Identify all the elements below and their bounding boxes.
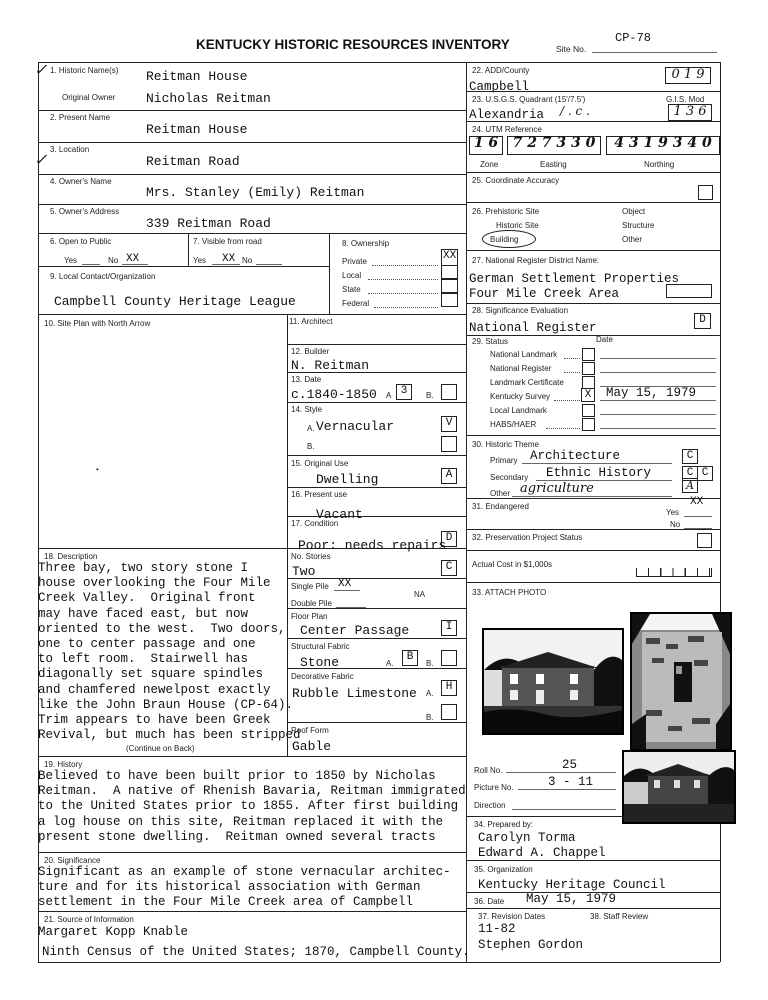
owner-name-value: Mrs. Stanley (Emily) Reitman [146, 185, 365, 200]
utm-easting-label: Easting [540, 160, 567, 169]
rule [287, 608, 466, 609]
significance-eval-box: D [694, 313, 711, 329]
roll-no-label: Roll No. [474, 766, 503, 775]
rule [466, 816, 626, 817]
ownership-local: Local [342, 271, 362, 280]
endangered-yes-line [684, 516, 712, 517]
status-date-line [600, 414, 716, 415]
rule [287, 487, 466, 488]
check-mark-1: ✓ [34, 60, 48, 79]
site-plan-label: 10. Site Plan with North Arrow [44, 319, 151, 328]
floor-plan-label: Floor Plan [291, 612, 328, 621]
rule [329, 233, 330, 314]
historic-site-label: Historic Site [496, 221, 539, 230]
house-photo-3-image [624, 752, 734, 822]
dots [564, 358, 580, 359]
rule [466, 498, 720, 499]
local-contact-value: Campbell County Heritage League [54, 294, 296, 309]
style-a-box: V [441, 416, 457, 432]
open-public-value: XX [126, 253, 140, 265]
stories-box: C [441, 560, 457, 576]
prepared-by-name-2: Edward A. Chappel [478, 846, 606, 860]
style-a-label: A. [307, 424, 315, 433]
open-public-no: No [108, 256, 119, 265]
dots [372, 265, 438, 266]
original-owner-label: Original Owner [62, 93, 116, 102]
rule [466, 860, 720, 861]
picture-no-label: Picture No. [474, 783, 514, 792]
coordinate-accuracy-box [698, 185, 713, 200]
status-box-2 [582, 362, 595, 375]
builder-value: N. Reitman [291, 358, 370, 373]
site-no-value: CP-78 [615, 31, 652, 45]
style-label: 14. Style [291, 405, 323, 414]
rule [38, 962, 720, 963]
original-owner-value: Nicholas Reitman [146, 91, 271, 106]
endangered-value: XX [690, 496, 704, 508]
rule [38, 204, 466, 205]
secondary-box-2: C [697, 466, 713, 481]
direction-label: Direction [474, 801, 506, 810]
rule [466, 335, 720, 336]
present-name-label: 2. Present Name [50, 113, 111, 122]
rule [287, 455, 466, 456]
preservation-status-label: 32. Preservation Project Status [472, 533, 583, 542]
structural-b: B. [426, 659, 434, 668]
status-national-register: National Register [490, 364, 552, 373]
rule [287, 402, 466, 403]
check-mark-3: ✓ [34, 150, 48, 169]
builder-label: 12. Builder [291, 347, 330, 356]
structural-label: Structural Fabric [291, 642, 350, 651]
open-public-yes: Yes [64, 256, 78, 265]
utm-northing-label: Northing [644, 160, 675, 169]
ownership-state: State [342, 285, 361, 294]
pile-na: NA [414, 590, 426, 599]
status-date-line [600, 428, 716, 429]
historic-name-label: 1. Historic Name(s) [50, 66, 119, 75]
original-use-label: 15. Original Use [291, 459, 349, 468]
description-text: Three bay, two story stone I house overlooking the Four Mile Creek Valley. Original front may have faced east, but now oriented to the west. Two doors, one to center passage and one to left room. Stairwell has diagonally set square spindles and chamfered newelpost exactly like the John Braun House (CP-64). Trim appears to have been Greek Revival, but much has been stripped [38, 561, 301, 743]
rule [466, 529, 720, 530]
source-line-1: Margaret Kopp Knable [38, 925, 189, 939]
house-photo-1 [482, 628, 624, 735]
form-title: KENTUCKY HISTORIC RESOURCES INVENTORY [196, 37, 510, 52]
roof-form-value: Gable [292, 739, 332, 754]
other-theme-value: agriculture [520, 481, 594, 496]
roll-no-value: 25 [562, 758, 578, 772]
structural-b-box [441, 650, 457, 666]
rule [38, 110, 466, 111]
picture-no-value: 3 - 11 [548, 775, 594, 789]
decorative-a: A. [426, 689, 434, 698]
date-36-value: May 15, 1979 [526, 892, 617, 906]
condition-label: 17. Condition [291, 519, 339, 528]
object-label: Object [622, 207, 646, 216]
visible-road-yes: Yes [193, 256, 207, 265]
house-photo-1-image [484, 630, 622, 733]
rule [466, 303, 720, 304]
history-label: 19. History [44, 760, 83, 769]
continue-on-back: (Continue on Back) [126, 744, 195, 753]
significance-eval-value: National Register [469, 321, 597, 335]
preservation-status-box [697, 533, 712, 548]
ownership-private: Private [342, 257, 367, 266]
endangered-no: No [670, 520, 681, 529]
visible-road-no: No [242, 256, 253, 265]
house-photo-2-image [632, 614, 730, 749]
revision-dates-label: 37. Revision Dates [478, 912, 546, 921]
site-no-label: Site No. [556, 44, 587, 54]
original-use-value: Dwelling [316, 472, 379, 487]
double-pile-line [336, 607, 366, 608]
ownership-local-box [441, 265, 458, 279]
county-label: 22. ADD/County [472, 66, 530, 75]
rule [466, 550, 720, 551]
present-use-label: 16. Present use [291, 490, 348, 499]
date-a-box: 3 [396, 384, 412, 400]
visible-road-label: 7. Visible from road [193, 237, 262, 246]
structural-a: A. [386, 659, 394, 668]
date-a-label: A [386, 391, 392, 400]
dots [564, 372, 580, 373]
single-pile-label: Single Pile [291, 582, 329, 591]
prepared-by-name-1: Carolyn Torma [478, 831, 576, 845]
rule [287, 722, 466, 723]
floor-plan-box: I [441, 620, 457, 636]
dots [374, 307, 438, 308]
dots [546, 428, 580, 429]
coordinate-accuracy-label: 25. Coordinate Accuracy [472, 176, 560, 185]
quadrant-label: 23. U.S.G.S. Quadrant (15'/7.5') [472, 95, 586, 104]
endangered-yes: Yes [666, 508, 680, 517]
rule [38, 174, 466, 175]
district-line-2: Four Mile Creek Area [469, 287, 620, 301]
double-pile-label: Double Pile [291, 599, 332, 608]
ownership-state-box [441, 279, 458, 293]
decorative-b: B. [426, 713, 434, 722]
status-date-line [600, 358, 716, 359]
owner-address-label: 5. Owner's Address [50, 207, 120, 216]
frame-top [38, 62, 720, 63]
quadrant-value: Alexandria [469, 108, 545, 122]
decorative-b-box [441, 704, 457, 720]
other-site-label: Other [622, 235, 643, 244]
status-box-5 [582, 404, 595, 417]
historic-name-value: Reitman House [146, 69, 248, 84]
date-label: 13. Date [291, 375, 322, 384]
utm-northing-box: 4 3 1 9 3 4 0 [606, 136, 720, 155]
organization-value: Kentucky Heritage Council [478, 878, 666, 892]
rule [287, 344, 466, 345]
rule [38, 142, 466, 143]
frame-right [720, 62, 721, 962]
endangered-label: 31. Endangered [472, 502, 529, 511]
ownership-federal-box [441, 293, 458, 307]
location-label: 3. Location [50, 145, 90, 154]
status-box-4: X [581, 388, 595, 402]
architect-label: 11. Architect [289, 317, 333, 326]
prepared-by-label: 34. Prepared by: [474, 820, 534, 829]
open-public-no-line [122, 264, 148, 265]
date-b-label: B. [426, 391, 434, 400]
other-theme-box: A [682, 478, 698, 493]
significance-text: Significant as an example of stone vernacular architec- ture and for its historical association with German settlement in the Four Mile Creek area of Campbell [38, 865, 451, 910]
district-code-box [666, 284, 712, 298]
utm-label: 24. UTM Reference [472, 125, 542, 134]
structure-label: Structure [622, 221, 655, 230]
utm-zone-label: Zone [480, 160, 499, 169]
county-value: Campbell [469, 80, 530, 94]
style-value: Vernacular [316, 419, 395, 434]
structural-value: Stone [300, 655, 340, 670]
picture-no-line [518, 789, 616, 790]
dots [368, 279, 438, 280]
primary-value: Architecture [530, 449, 621, 463]
status-date-line [600, 372, 716, 373]
roof-form-label: Roof Form [291, 726, 329, 735]
dots [368, 293, 438, 294]
owner-name-label: 4. Owner's Name [50, 177, 112, 186]
rule [38, 266, 329, 267]
rule [287, 516, 466, 517]
stories-label: No. Stories [291, 552, 331, 561]
date-36-label: 36. Date [474, 897, 505, 906]
status-habs: HABS/HAER [490, 420, 537, 429]
other-line [512, 496, 672, 497]
gis-label: G.I.S. Mod [666, 95, 705, 104]
owner-address-value: 339 Reitman Road [146, 216, 271, 231]
decorative-a-box: H [441, 680, 457, 696]
significance-eval-label: 28. Significance Evaluation [472, 306, 569, 315]
original-use-box: A [441, 468, 457, 484]
description-label: 18. Description [44, 552, 98, 561]
primary-line [522, 463, 672, 464]
site-plan-area: • [96, 465, 99, 474]
site-no-line [592, 52, 717, 53]
direction-line [512, 809, 616, 810]
status-national-landmark: National Landmark [490, 350, 558, 359]
rule [466, 250, 720, 251]
staff-review-value: Stephen Gordon [478, 938, 584, 952]
date-value: c.1840-1850 [291, 387, 377, 402]
floor-plan-value: Center Passage [300, 623, 410, 638]
utm-zone-box: 1 6 [469, 136, 503, 155]
organization-label: 35. Organization [474, 865, 533, 874]
rule [38, 911, 466, 912]
condition-box: D [441, 531, 457, 547]
status-local-landmark: Local Landmark [490, 406, 547, 415]
status-date-label: Date [596, 335, 613, 344]
condition-value: Poor: needs repairs [298, 538, 447, 553]
style-b-box [441, 436, 457, 452]
historic-theme-label: 30. Historic Theme [472, 440, 539, 449]
ownership-value: XX [443, 250, 457, 262]
status-date-line [600, 400, 716, 401]
ownership-federal: Federal [342, 299, 370, 308]
significance-label: 20. Significance [44, 856, 101, 865]
date-b-box [441, 384, 457, 400]
rule [466, 582, 720, 583]
status-box-1 [582, 348, 595, 361]
status-kentucky-survey: Kentucky Survey [490, 392, 551, 401]
attach-photo-label: 33. ATTACH PHOTO [472, 588, 547, 597]
rule [188, 233, 189, 266]
stories-value: Two [292, 564, 316, 579]
actual-cost-label: Actual Cost in $1,000s [472, 560, 553, 569]
quadrant-handwriting: / . c . [560, 104, 590, 118]
present-name-value: Reitman House [146, 122, 248, 137]
dots [554, 400, 580, 401]
actual-cost-boxes [636, 568, 712, 577]
status-survey-date: May 15, 1979 [606, 386, 697, 400]
center-divider [466, 62, 467, 962]
rule [38, 756, 466, 757]
single-pile-value: XX [338, 578, 352, 590]
location-value: Reitman Road [146, 154, 240, 169]
source-line-2: Ninth Census of the United States; 1870, Campbell County. [42, 945, 470, 959]
single-pile-line [334, 590, 360, 591]
visible-road-yes-line [212, 264, 240, 265]
decorative-label: Decorative Fabric [291, 672, 354, 681]
visible-road-no-line [256, 264, 282, 265]
house-photo-2 [630, 612, 732, 751]
rule [466, 435, 720, 436]
rule [466, 908, 720, 909]
rule [38, 314, 466, 315]
utm-easting-box: 7 2 7 3 3 0 [507, 136, 601, 155]
structural-a-box: B [402, 650, 418, 666]
secondary-value: Ethnic History [546, 466, 652, 480]
decorative-value: Rubble Limestone [292, 686, 417, 701]
rule [38, 852, 466, 853]
open-public-label: 6. Open to Public [50, 237, 112, 246]
style-b-label: B. [307, 442, 315, 451]
history-text: Believed to have been built prior to 1850 by Nicholas Reitman. A native of Rhenish Bavaria, Reitman immigrated to the United States prior to 1855. After first building a log house on this site, Reitman replaced it with the present stone dwelling. Reitman owned several tracts [38, 769, 466, 844]
rule [466, 172, 720, 173]
district-name-label: 27. National Register District Name: [472, 256, 600, 265]
endangered-no-line [684, 528, 712, 529]
county-code-box: 0 1 9 [665, 67, 711, 84]
primary-box: C [682, 449, 698, 464]
status-landmark-certificate: Landmark Certificate [490, 378, 564, 387]
staff-review-label: 38. Staff Review [590, 912, 649, 921]
visible-road-value: XX [222, 253, 236, 265]
building-label: Building [490, 235, 519, 244]
revision-dates-value: 11-82 [478, 922, 516, 936]
rule [287, 638, 466, 639]
status-label: 29. Status [472, 337, 509, 346]
source-label: 21. Source of Information [44, 915, 134, 924]
secondary-label: Secondary [490, 473, 529, 482]
rule [466, 202, 720, 203]
roll-no-line [506, 772, 616, 773]
secondary-box-1: C [682, 466, 698, 481]
house-photo-3 [622, 750, 736, 824]
other-theme-label: Other [490, 489, 511, 498]
open-public-yes-line [82, 264, 100, 265]
gis-code-box: 1 3 6 [668, 104, 712, 121]
present-use-value: Vacant [316, 507, 363, 522]
primary-label: Primary [490, 456, 518, 465]
rule [38, 233, 466, 234]
district-line-1: German Settlement Properties [469, 272, 680, 286]
status-box-6 [582, 418, 595, 431]
local-contact-label: 9. Local Contact/Organization [50, 272, 156, 281]
ownership-label: 8. Ownership [342, 239, 390, 248]
prehistoric-site-label: 26. Prehistoric Site [472, 207, 540, 216]
